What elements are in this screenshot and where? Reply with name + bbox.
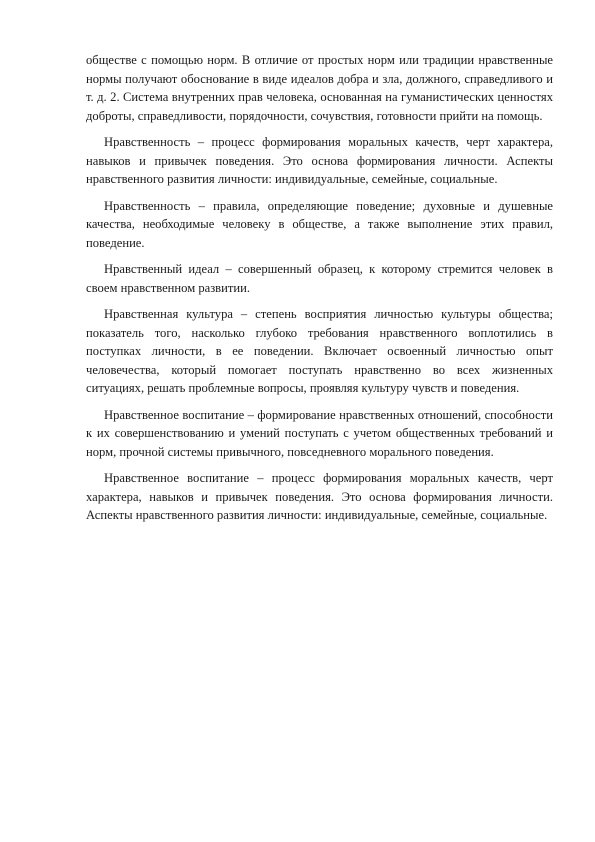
- paragraph-moral-education-relations: Нравственное воспитание – формирование нравственных отношений, способности к их совершенствованию и умений поступать с учетом общественных требований и норм, прочной системы привычного, повседневного морального поведения.: [86, 407, 553, 459]
- paragraph-moral-culture: Нравственная культура – степень восприятия личностью культуры общества; показатель того, насколько глубоко требования нравственного воплотились в поступках личности, в ее поведении. Включает освоенный личностью опыт человечества, который помогает поступать нравственно во всех жизненных ситуациях, решать проблемные вопросы, проявляя культуру чувств и поведения.: [86, 307, 553, 395]
- paragraph-moral-ideal: Нравственный идеал – совершенный образец, к которому стремится человек в своем нравственном развитии.: [86, 262, 553, 295]
- document-page: [86, 51, 553, 533]
- paragraph-continuation: обществе с помощью норм. В отличие от простых норм или традиции нравственные нормы получают обоснование в виде идеалов добра и зла, должного, справедливого и т. д. 2. Система внутренних прав человека, основанная на гуманистических ценностях доброты, справедливости, порядочности, сочувствия, готовности прийти на помощь.: [86, 53, 553, 123]
- paragraph-morality-process: Нравственность – процесс формирования моральных качеств, черт характера, навыков и привычек поведения. Это основа формирования личности. Аспекты нравственного развития личности: индивидуальные, семейные, социальные.: [86, 135, 553, 186]
- paragraph-morality-rules: Нравственность – правила, определяющие поведение; духовные и душевные качества, необходимые человеку в обществе, а также выполнение этих правил, поведение.: [86, 198, 553, 250]
- paragraph-moral-education-process: Нравственное воспитание – процесс формирования моральных качеств, черт характера, навыков и привычек поведения. Это основа формирования личности. Аспекты нравственного развития личности: индивидуальные, семейные, социальные.: [86, 471, 553, 522]
